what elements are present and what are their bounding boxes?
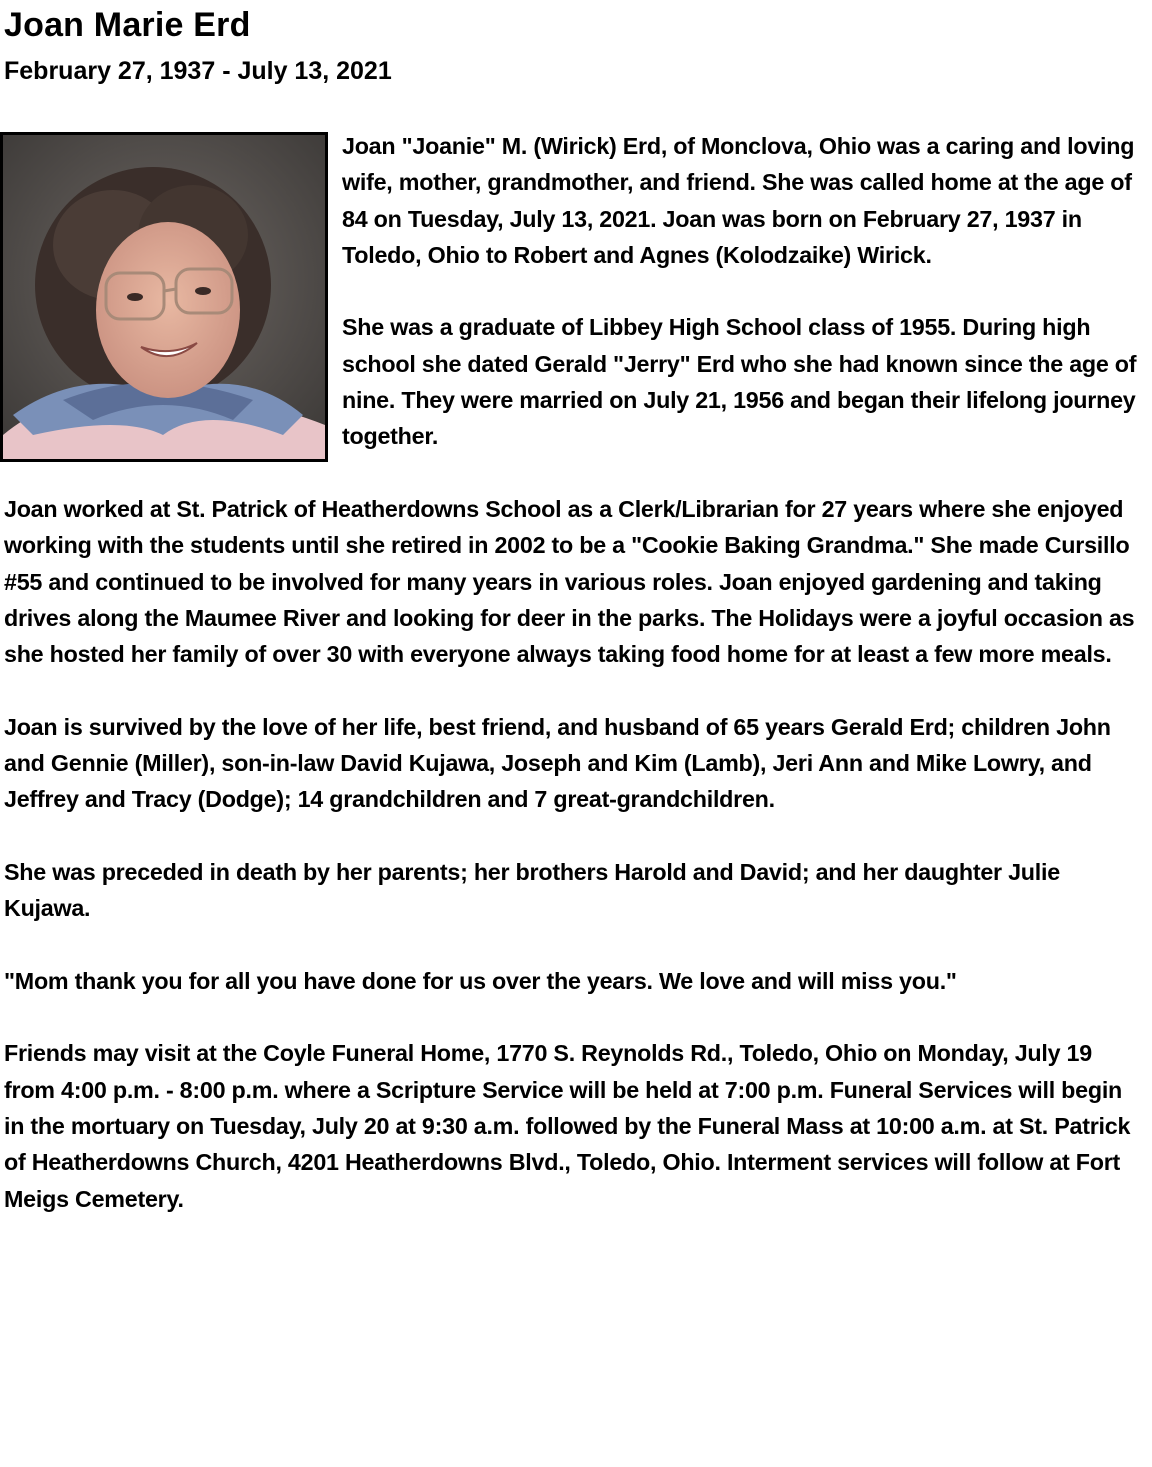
paragraph-survivors: Joan is survived by the love of her life, best friend, and husband of 65 years Gerald Erd; children John and Gennie (Miller), son-in-law David Kujawa, Joseph and Kim (Lamb), Jeri Ann and Mike Lowry, and Jeffrey and Tracy (Dodge); 14 grandchildren and 7 great-grandchildren.	[4, 713, 1111, 813]
page-title: Joan Marie Erd	[4, 6, 251, 44]
obituary-body	[4, 128, 1144, 1253]
life-dates: February 27, 1937 - July 13, 2021	[4, 57, 392, 85]
paragraph-preceded: She was preceded in death by her parents; her brothers Harold and David; and her daughter Julie Kujawa.	[4, 858, 1060, 922]
paragraph-family-message: "Mom thank you for all you have done for us over the years. We love and will miss you."	[4, 967, 957, 994]
paragraph-intro: Joan "Joanie" M. (Wirick) Erd, of Monclova, Ohio was a caring and loving wife, mother, grandmother, and friend. She was called home at the age of 84 on Tuesday, July 13, 2021. Joan was born on February 27, 1937 in Toledo, Ohio to Robert and Agnes (Kolodzaike) Wirick.	[342, 133, 1135, 268]
paragraph-services: Friends may visit at the Coyle Funeral Home, 1770 S. Reynolds Rd., Toledo, Ohio on Monday, July 19 from 4:00 p.m. - 8:00 p.m. where a Scripture Service will be held at 7:00 p.m. Funeral Services will begin in the mortuary on Tuesday, July 20 at 9:30 a.m. followed by the Funeral Mass at 10:00 a.m. at St. Patrick of Heatherdowns Church, 4201 Heatherdowns Blvd., Toledo, Ohio. Interment services will follow at Fort Meigs Cemetery.	[4, 1040, 1131, 1212]
portrait-photo	[0, 132, 328, 462]
paragraph-education-marriage: She was a graduate of Libbey High School class of 1955. During high school she dated Gerald "Jerry" Erd who she had known since the age of nine. They were married on July 21, 1956 and began their lifelong journey together.	[342, 314, 1137, 450]
portrait-photo-icon	[3, 135, 325, 459]
paragraph-career: Joan worked at St. Patrick of Heatherdowns School as a Clerk/Librarian for 27 years where she enjoyed working with the students until she retired in 2002 to be a "Cookie Baking Grandma." She made Cursillo #55 and continued to be involved for many years in various roles. Joan enjoyed gardening and taking drives along the Maumee River and looking for deer in the parks. The Holidays were a joyful occasion as she hosted her family of over 30 with everyone always taking food home for at least a few more meals.	[4, 495, 1135, 668]
